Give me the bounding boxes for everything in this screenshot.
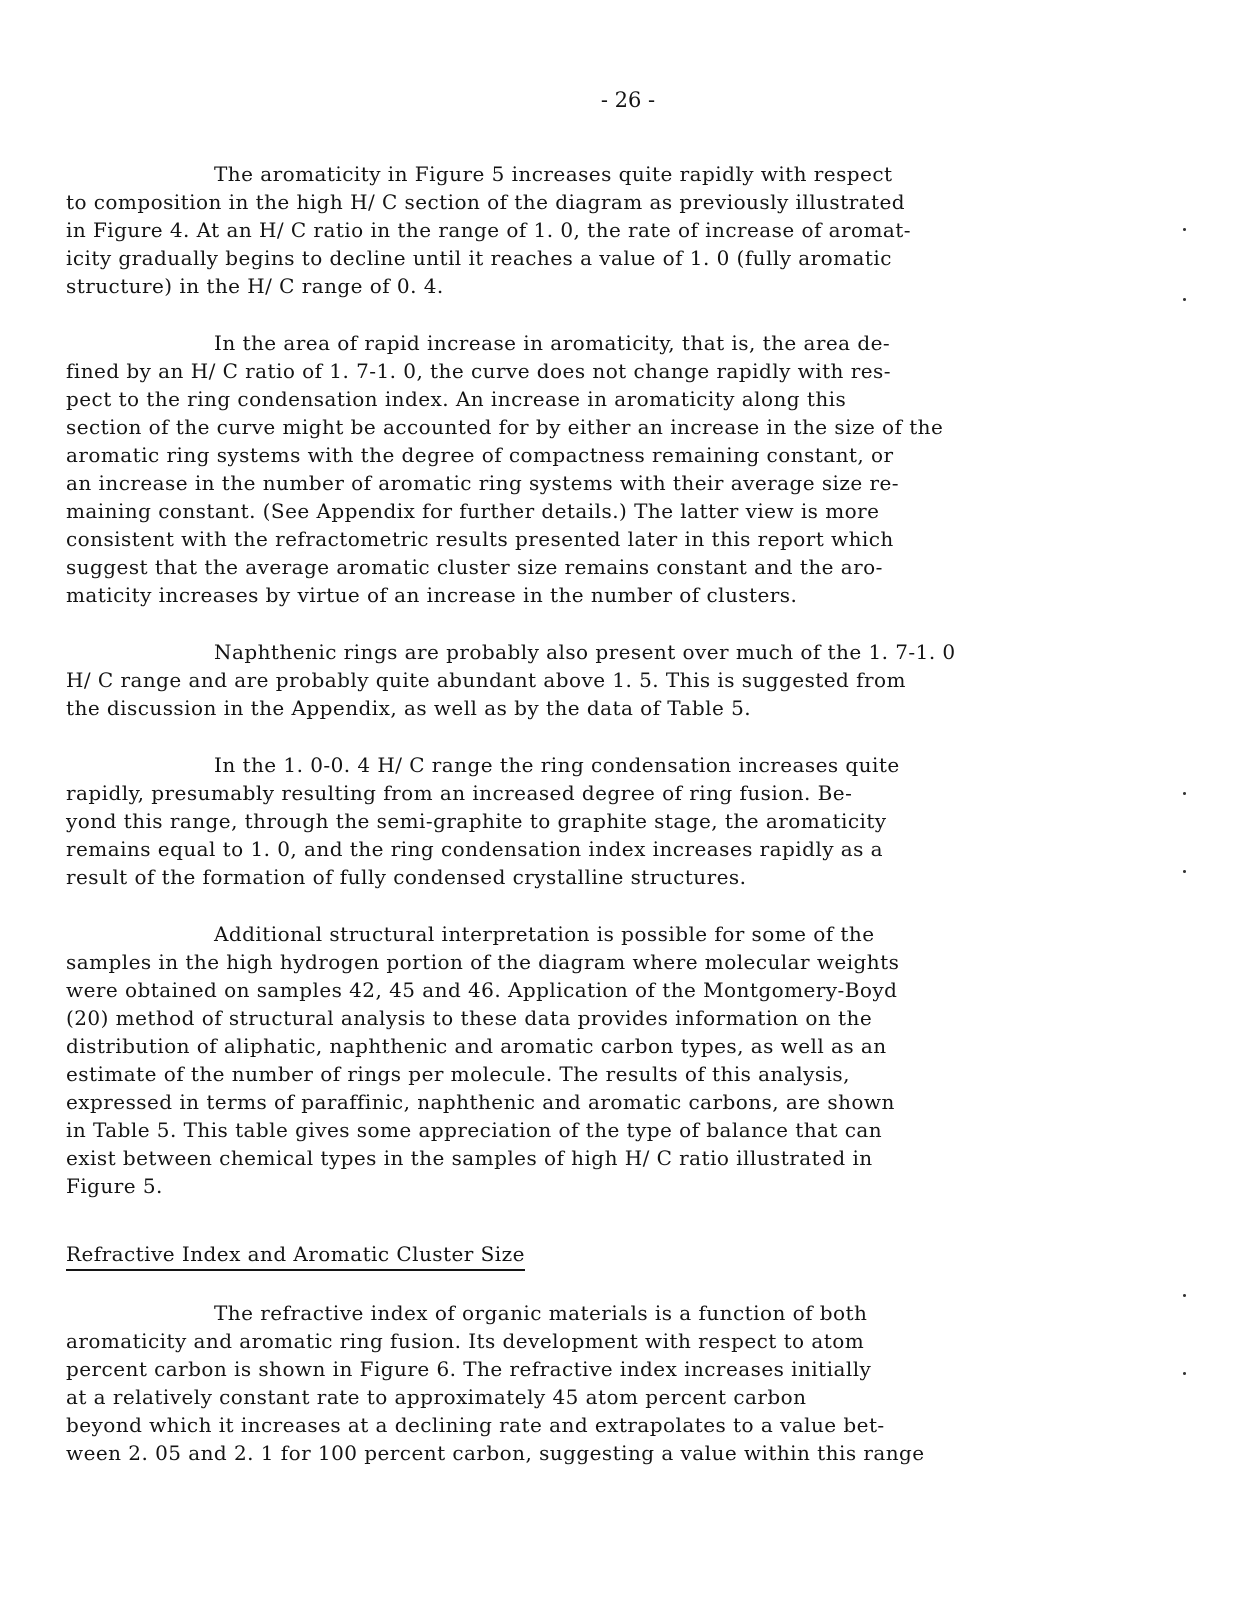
text-line: consistent with the refractometric results presented later in this report which xyxy=(66,527,894,551)
text-line: suggest that the average aromatic cluster size remains constant and the aro- xyxy=(66,555,883,579)
text-line: The refractive index of organic materials is a function of both xyxy=(214,1301,868,1325)
paragraph-refractive-index xyxy=(66,1299,1196,1467)
text-line: maticity increases by virtue of an increase in the number of clusters. xyxy=(66,583,798,607)
text-line: Naphthenic rings are probably also present over much of the 1. 7-1. 0 xyxy=(214,640,956,664)
scan-speck xyxy=(1183,298,1186,301)
text-line: In the 1. 0-0. 4 H/ C range the ring condensation increases quite xyxy=(214,753,900,777)
scan-speck xyxy=(1183,870,1186,873)
text-line: at a relatively constant rate to approximately 45 atom percent carbon xyxy=(66,1385,807,1409)
text-line: were obtained on samples 42, 45 and 46. Application of the Montgomery-Boyd xyxy=(66,978,898,1002)
text-line: Additional structural interpretation is possible for some of the xyxy=(214,922,875,946)
text-line: remains equal to 1. 0, and the ring condensation index increases rapidly as a xyxy=(66,837,884,861)
page-number: - 26 - xyxy=(600,88,656,112)
scan-speck xyxy=(1183,228,1186,231)
text-line: ween 2. 05 and 2. 1 for 100 percent carbon, suggesting a value within this range xyxy=(66,1441,925,1465)
text-line: fined by an H/ C ratio of 1. 7-1. 0, the curve does not change rapidly with res- xyxy=(66,359,891,383)
text-line: samples in the high hydrogen portion of the diagram where molecular weights xyxy=(66,950,900,974)
paragraph-structural-interpretation xyxy=(66,920,1196,1200)
scan-speck xyxy=(1183,1372,1186,1375)
scan-speck xyxy=(1183,792,1186,795)
paragraph-rapid-increase xyxy=(66,329,1196,609)
text-line: estimate of the number of rings per molecule. The results of this analysis, xyxy=(66,1062,850,1086)
text-line: structure) in the H/ C range of 0. 4. xyxy=(66,274,444,298)
text-line: H/ C range and are probably quite abundant above 1. 5. This is suggested from xyxy=(66,668,906,692)
text-line: percent carbon is shown in Figure 6. The refractive index increases initially xyxy=(66,1357,872,1381)
text-line: section of the curve might be accounted for by either an increase in the size of the xyxy=(66,415,944,439)
text-line: (20) method of structural analysis to these data provides information on the xyxy=(66,1006,873,1030)
scan-speck xyxy=(1183,1294,1186,1297)
text-line: exist between chemical types in the samples of high H/ C ratio illustrated in xyxy=(66,1146,873,1170)
text-line: beyond which it increases at a declining rate and extrapolates to a value bet- xyxy=(66,1413,885,1437)
text-line: icity gradually begins to decline until it reaches a value of 1. 0 (fully aromatic xyxy=(66,246,892,270)
text-line: pect to the ring condensation index. An increase in aromaticity along this xyxy=(66,387,847,411)
text-line: in Table 5. This table gives some appreciation of the type of balance that can xyxy=(66,1118,883,1142)
paragraph-naphthenic-rings xyxy=(66,638,1196,722)
body-text xyxy=(66,160,1196,1496)
text-line: to composition in the high H/ C section of the diagram as previously illustrated xyxy=(66,190,905,214)
text-line: rapidly, presumably resulting from an increased degree of ring fusion. Be- xyxy=(66,781,853,805)
text-line: aromatic ring systems with the degree of compactness remaining constant, or xyxy=(66,443,894,467)
text-line: expressed in terms of paraffinic, naphthenic and aromatic carbons, are shown xyxy=(66,1090,895,1114)
text-line: maining constant. (See Appendix for further details.) The latter view is more xyxy=(66,499,880,523)
text-line: Figure 5. xyxy=(66,1174,163,1198)
text-line: yond this range, through the semi-graphite to graphite stage, the aromaticity xyxy=(66,809,887,833)
text-line: in Figure 4. At an H/ C ratio in the range of 1. 0, the rate of increase of aromat- xyxy=(66,218,911,242)
text-line: The aromaticity in Figure 5 increases quite rapidly with respect xyxy=(214,162,893,186)
text-line: result of the formation of fully condensed crystalline structures. xyxy=(66,865,747,889)
paragraph-ring-condensation xyxy=(66,751,1196,891)
text-line: distribution of aliphatic, naphthenic and aromatic carbon types, as well as an xyxy=(66,1034,887,1058)
text-line: the discussion in the Appendix, as well as by the data of Table 5. xyxy=(66,696,752,720)
section-heading: Refractive Index and Aromatic Cluster Size xyxy=(66,1240,525,1271)
text-line: aromaticity and aromatic ring fusion. Its development with respect to atom xyxy=(66,1329,865,1353)
paragraph-aromaticity-figure-5 xyxy=(66,160,1196,300)
text-line: In the area of rapid increase in aromaticity, that is, the area de- xyxy=(214,331,891,355)
text-line: an increase in the number of aromatic ring systems with their average size re- xyxy=(66,471,899,495)
